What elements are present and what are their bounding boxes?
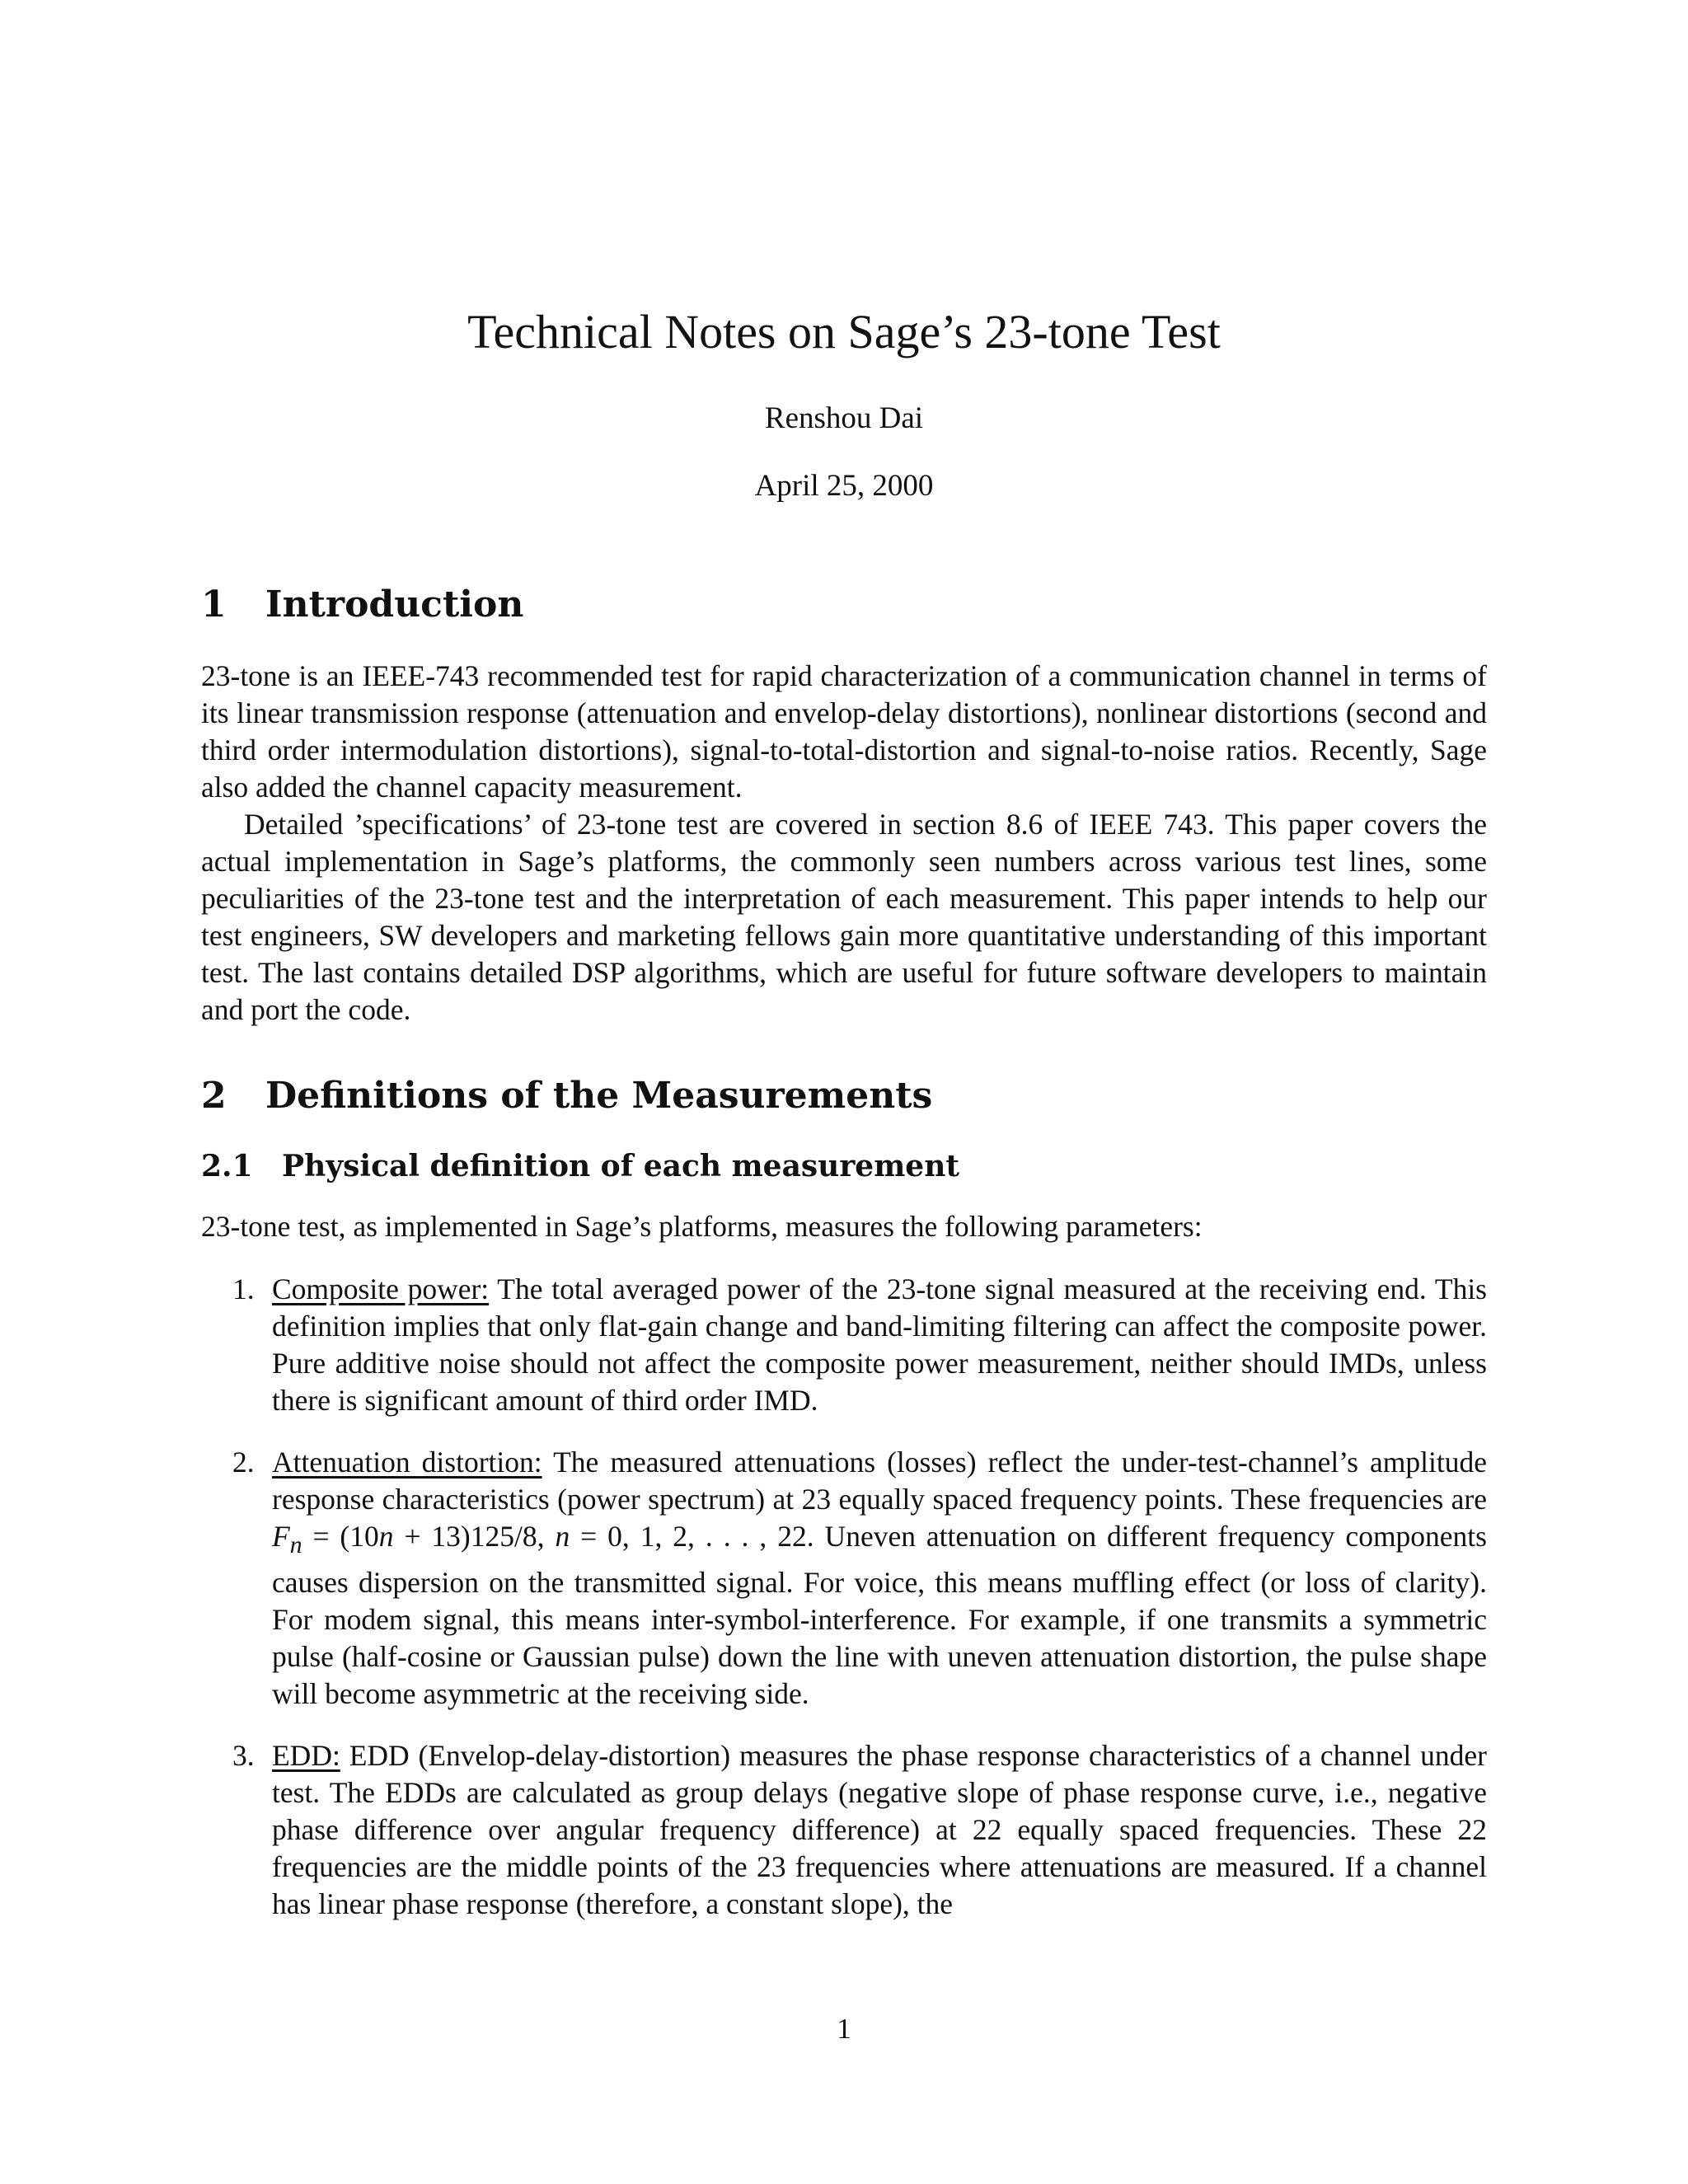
list-item-text: EDD (Envelop-delay-distortion) measures the phase response characteristics of a channel under test. The EDDs are calculated as group delays (negative slope of phase response curve, i.e., negative phase difference over angular frequency difference) at 22 equally spaced frequencies. These 22 frequencies are the middle points of the 23 frequencies where attenuations are measured. If a channel has linear phase response (therefore, a constant slope), the (272, 1739, 1487, 1921)
term-composite-power: Composite power: (272, 1272, 490, 1305)
document-date: April 25, 2000 (754, 469, 934, 503)
subsection-number: 2.1 (201, 1149, 253, 1183)
section-title: Introduction (265, 583, 524, 626)
list-item-text: The total averaged power of the 23-tone signal measured at the receiving end. This definition implies that only flat-gain change and band-limiting filtering can affect the composite power. Pure additive noise should not affect the composite power measurement, neither should IMDs, unless there is significant amount of third order IMD. (272, 1272, 1487, 1417)
subsection-title: Physical definition of each measurement (282, 1149, 960, 1183)
formula-n: n (555, 1520, 570, 1553)
document-title: Technical Notes on Sage’s 23-tone Test (467, 305, 1221, 359)
list-item-text: . Uneven attenuation on different frequency components causes dispersion on the transmitted signal. For voice, this means muffling effect (or loss of clarity). For modem signal, this means inter-symbol-interference. For example, if one transmits a symmetric pulse (half-cosine or Gaussian pulse) down the line with uneven attenuation distortion, the pulse shape will become asymmetric at the receiving side. (272, 1520, 1487, 1711)
introduction-paragraph-2: Detailed ’specifications’ of 23-tone test are covered in section 8.6 of IEEE 743. This paper covers the actual implementation in Sage’s platforms, the commonly seen numbers across various test lines, some peculiarities of the 23-tone test and the interpretation of each measurement. This paper intends to help our test engineers, SW developers and marketing fellows gain more quantitative understanding of this important test. The last contains detailed DSP algorithms, which are useful for future software developers to maintain and port the code. (201, 808, 1487, 1026)
section-heading-introduction (201, 582, 523, 628)
measurement-list (201, 1271, 1487, 1923)
section-heading-definitions (201, 1073, 932, 1119)
section-number: 2 (201, 1075, 227, 1117)
list-item (201, 1271, 1487, 1419)
frequency-formula (272, 1520, 807, 1559)
formula-subscript: n (289, 1532, 302, 1559)
document-author: Renshou Dai (764, 401, 924, 435)
formula-variable: F (272, 1520, 290, 1553)
section-number: 1 (201, 583, 227, 626)
list-item-text: The measured attenuations (losses) reflect the under-test-channel’s amplitude response characteristics (power spectrum) at 23 equally spaced frequency points. These frequencies are (272, 1446, 1487, 1516)
formula-part: + 13)125/8, (393, 1520, 556, 1553)
term-edd: EDD: (272, 1739, 340, 1773)
list-item (201, 1444, 1487, 1713)
subsection-heading-physical-definition (201, 1147, 959, 1185)
subsection-intro-text: 23-tone test, as implemented in Sage’s platforms, measures the following parameters: (201, 1210, 1203, 1243)
list-marker: 2. (232, 1446, 255, 1479)
list-marker: 3. (232, 1739, 255, 1773)
section-title: Definitions of the Measurements (265, 1075, 933, 1117)
formula-part: = (10 (302, 1520, 379, 1553)
introduction-body (201, 658, 1487, 1029)
list-marker: 1. (232, 1272, 255, 1305)
formula-n: n (378, 1520, 394, 1553)
subsection-intro (201, 1208, 1487, 1245)
list-item (201, 1737, 1487, 1923)
introduction-paragraph-1: 23-tone is an IEEE-743 recommended test for rapid characterization of a communication channel in terms of its linear transmission response (attenuation and envelop-delay distortions), nonlinear distortions (second and third order intermodulation distortions), signal-to-total-distortion and signal-to-noise ratios. Recently, Sage also added the channel capacity measurement. (201, 659, 1487, 804)
page-number: 1 (837, 2013, 851, 2045)
term-attenuation-distortion: Attenuation distortion: (272, 1446, 542, 1479)
formula-part: = 0, 1, 2, . . . , 22 (570, 1520, 807, 1553)
